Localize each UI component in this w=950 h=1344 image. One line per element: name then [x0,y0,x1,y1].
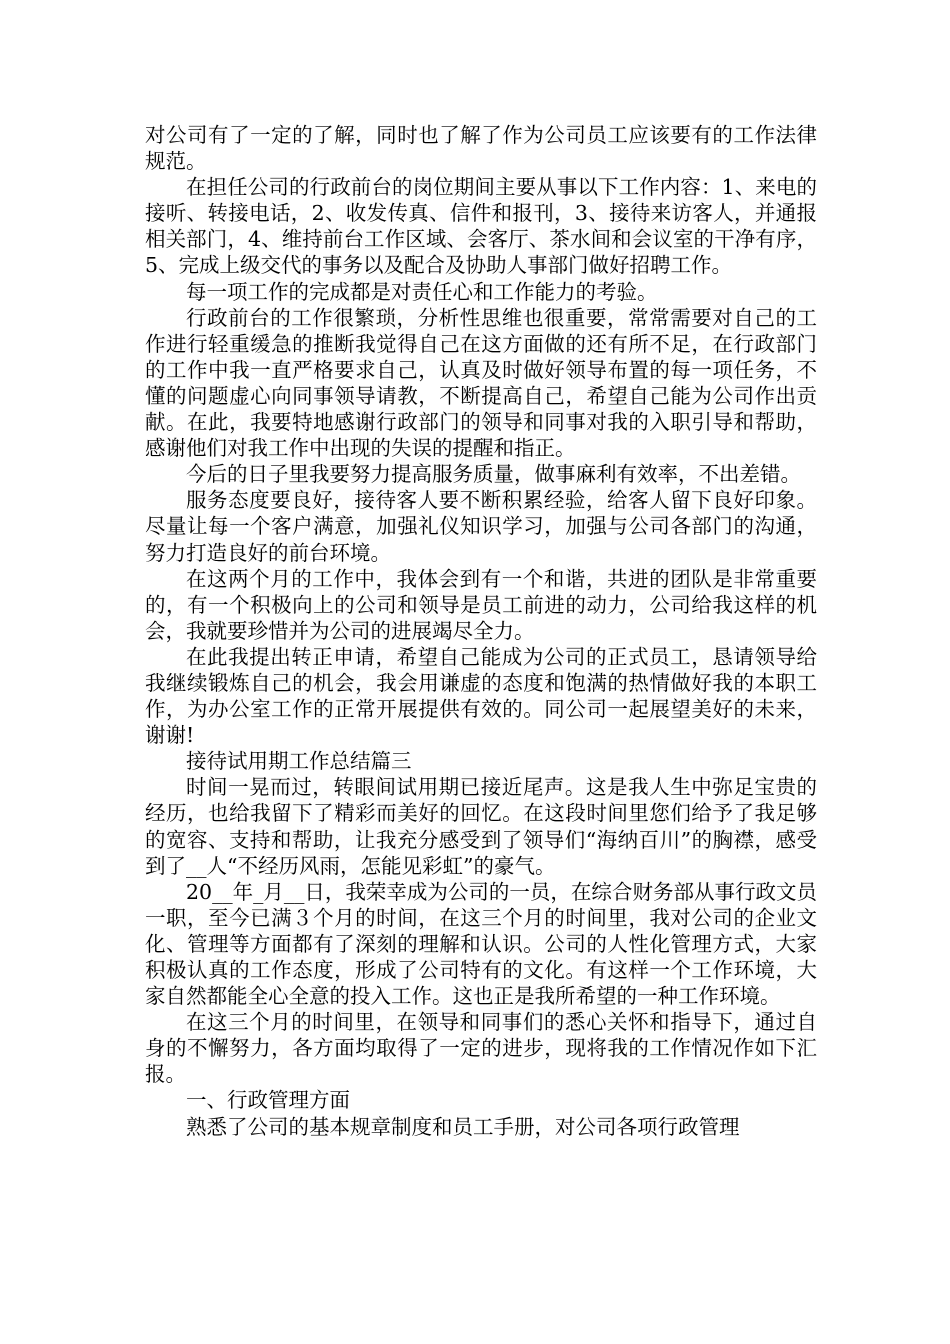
paragraph-continuation: 对公司有了一定的了解，同时也了解了作为公司员工应该要有的工作法律规范。 [145,123,817,174]
paragraph-rules: 熟悉了公司的基本规章制度和员工手册，对公司各项行政管理 [186,1114,740,1139]
section-heading-admin: 一、行政管理方面 [186,1088,350,1113]
paragraph-time: 时间一晃而过，转眼间试用期已接近尾声。这是我人生中弥足宝贵的经历，也给我留下了精彩而美好的回忆。在这段时间里您们给予了我足够的宽容、支持和帮助，让我充分感受到了领导们“海纳百川”的胸襟，感受到了__人“不经历风雨，怎能见彩虹”的豪气。 [145,775,817,878]
paragraph-test: 每一项工作的完成都是对责任心和工作能力的考验。 [186,279,658,304]
paragraph-team: 在这两个月的工作中，我体会到有一个和谐，共进的团队是非常重要的，有一个积极向上的公司和领导是员工前进的动力，公司给我这样的机会，我就要珍惜并为公司的进展竭尽全力。 [145,566,817,643]
section-heading-part-three: 接待试用期工作总结篇三 [186,749,412,774]
paragraph-joining: 20__年_月__日，我荣幸成为公司的一员，在综合财务部从事行政文员一职，至今已满３个月的时间，在这三个月的时间里，我对公司的企业文化、管理等方面都有了深刻的理解和认识。公司的人性化管理方式，大家积极认真的工作态度，形成了公司特有的文化。有这样一个工作环境，大家自然都能全心全意的投入工作。这也正是我所希望的一种工作环境。 [145,879,817,1009]
paragraph-service: 服务态度要良好，接待客人要不断积累经验，给客人留下良好印象。尽量让每一个客户满意，加强礼仪知识学习，加强与公司各部门的沟通，努力打造良好的前台环境。 [145,488,817,565]
document-page [145,122,817,1140]
paragraph-reflection: 行政前台的工作很繁琐，分析性思维也很重要，常常需要对自己的工作进行轻重缓急的推断我觉得自己在这方面做的还有所不足，在行政部门的工作中我一直严格要求自己，认真及时做好领导布置的每一项任务，不懂的问题虚心向同事领导请教，不断提高自己，希望自己能为公司作出贡献。在此，我要特地感谢行政部门的领导和同事对我的入职引导和帮助，感谢他们对我工作中出现的失误的提醒和指正。 [145,305,817,461]
paragraph-application: 在此我提出转正申请，希望自己能成为公司的正式员工，恳请领导给我继续锻炼自己的机会，我会用谦虚的态度和饱满的热情做好我的本职工作，为办公室工作的正常开展提供有效的。同公司一起展望美好的未来，谢谢! [145,644,817,748]
paragraph-future: 今后的日子里我要努力提高服务质量，做事麻利有效率，不出差错。 [186,462,801,487]
paragraph-three-months: 在这三个月的时间里，在领导和同事们的悉心关怀和指导下，通过自身的不懈努力，各方面均取得了一定的进步，现将我的工作情况作如下汇报。 [145,1010,817,1087]
paragraph-duties: 在担任公司的行政前台的岗位期间主要从事以下工作内容：1、来电的接听、转接电话，2、收发传真、信件和报刊，3、接待来访客人，并通报相关部门，4、维持前台工作区域、会客厅、茶水间和会议室的干净有序，5、完成上级交代的事务以及配合及协助人事部门做好招聘工作。 [145,175,817,278]
